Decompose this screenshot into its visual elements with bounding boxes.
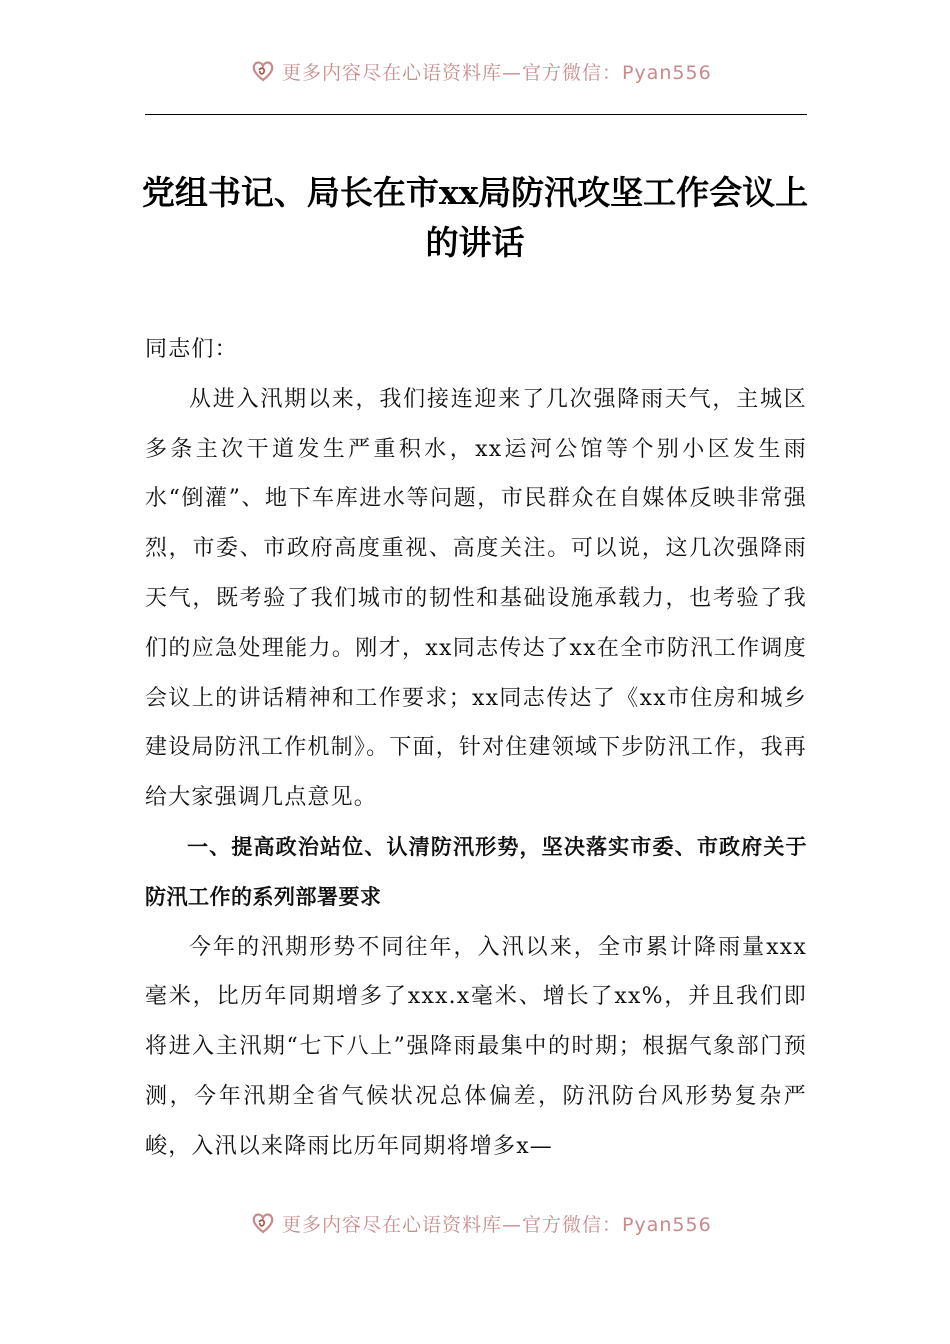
document-title: 党组书记、局长在市xx局防汛攻坚工作会议上的讲话 [141,173,809,262]
watermark-bottom [250,1208,712,1238]
watermark-text: 更多内容尽在心语资料库—官方微信：Pyan556 [282,61,712,84]
watermark-top [250,56,712,86]
watermark-text: 更多内容尽在心语资料库—官方微信：Pyan556 [282,1213,712,1236]
section-heading-1: 一、提高政治站位、认清防汛形势，坚决落实市委、市政府关于防汛工作的系列部署要求 [145,834,807,909]
document-body [145,325,807,1172]
paragraph-flood-situation: 今年的汛期形势不同往年，入汛以来，全市累计降雨量xxx毫米，比历年同期增多了xxx.x毫米、增长了xx%，并且我们即将进入主汛期“七下八上”强降雨最集中的时期；根据气象部门预测，今年汛期全省气候状况总体偏差，防汛防台风形势复杂严峻，入汛以来降雨比历年同期将增多x— [145,934,807,1159]
paragraph-intro: 从进入汛期以来，我们接连迎来了几次强降雨天气，主城区多条主次干道发生严重积水，xx运河公馆等个别小区发生雨水“倒灌”、地下车库进水等问题，市民群众在自媒体反映非常强烈，市委、市政府高度重视、高度关注。可以说，这几次强降雨天气，既考验了我们城市的韧性和基础设施承载力，也考验了我们的应急处理能力。刚才，xx同志传达了xx在全市防汛工作调度会议上的讲话精神和工作要求；xx同志传达了《xx市住房和城乡建设局防汛工作机制》。下面，针对住建领域下步防汛工作，我再给大家强调几点意见。 [145,386,807,811]
greeting: 同志们： [145,337,238,362]
heart-swirl-logo-icon [250,58,276,84]
heart-swirl-logo-icon [250,1210,276,1236]
header-divider [145,114,807,115]
